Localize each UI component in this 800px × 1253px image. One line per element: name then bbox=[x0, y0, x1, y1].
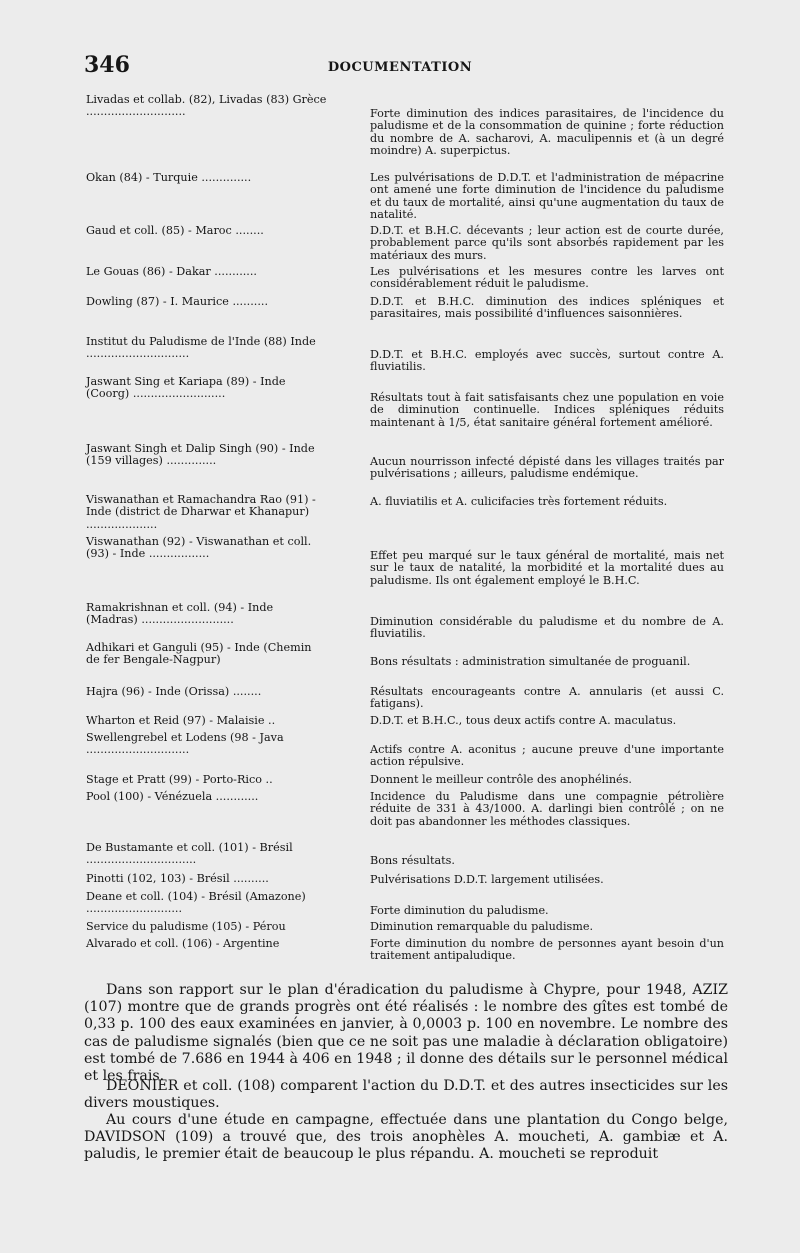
table-cell-study: De Bustamante et coll. (101) - Brésil ............................... bbox=[86, 841, 293, 867]
table-cell-result: D.D.T. et B.H.C. décevants ; leur action est de courte durée, probablement parce qu'ils sont absorbés rapidement par les matériaux des murs. bbox=[370, 224, 724, 262]
table-cell-study: Service du paludisme (105) - Pérou bbox=[86, 920, 286, 933]
table-cell-study: Pool (100) - Vénézuela ............ bbox=[86, 790, 259, 803]
table-cell-study: Alvarado et coll. (106) - Argentine bbox=[86, 937, 280, 950]
table-cell-result: D.D.T. et B.H.C., tous deux actifs contre A. maculatus. bbox=[370, 714, 677, 727]
body-paragraph: DEONIER et coll. (108) comparent l'action du D.D.T. et des autres insecticides sur les divers moustiques. bbox=[84, 1078, 728, 1112]
table-cell-study: Institut du Paludisme de l'Inde (88) Inde ............................. bbox=[86, 335, 316, 361]
table-cell-study: Livadas et collab. (82), Livadas (83) Grèce ............................ bbox=[86, 93, 327, 119]
table-cell-study: Swellengrebel et Lodens (98 - Java ............................. bbox=[86, 731, 284, 757]
table-cell-result: D.D.T. et B.H.C. employés avec succès, surtout contre A. fluviatilis. bbox=[370, 348, 724, 374]
table-cell-study: Pinotti (102, 103) - Brésil .......... bbox=[86, 872, 269, 885]
table-cell-result: Bons résultats. bbox=[370, 854, 455, 867]
table-cell-study: Okan (84) - Turquie .............. bbox=[86, 171, 252, 184]
table-cell-result: A. fluviatilis et A. culicifacies très fortement réduits. bbox=[370, 495, 668, 508]
table-cell-result: Pulvérisations D.D.T. largement utilisées. bbox=[370, 873, 604, 886]
page-number: 346 bbox=[84, 52, 130, 78]
table-cell-study: Stage et Pratt (99) - Porto-Rico .. bbox=[86, 773, 273, 786]
table-cell-study: Viswanathan et Ramachandra Rao (91) - Inde (district de Dharwar et Khanapur) .................... bbox=[86, 493, 316, 531]
table-cell-study: Ramakrishnan et coll. (94) - Inde (Madras) .......................... bbox=[86, 601, 274, 627]
table-cell-result: Résultats tout à fait satisfaisants chez une population en voie de diminution continuelle. Indices spléniques réduits maintenant à 1/5, état sanitaire général fortement amélioré. bbox=[370, 391, 724, 429]
running-title: DOCUMENTATION bbox=[327, 60, 473, 75]
table-cell-study: Jaswant Singh et Dalip Singh (90) - Inde (159 villages) .............. bbox=[86, 442, 315, 468]
table-cell-result: Les pulvérisations de D.D.T. et l'administration de mépacrine ont amené une forte diminution de l'incidence du paludisme et du taux de mortalité, ainsi qu'une augmentation du taux de natalité. bbox=[370, 171, 724, 222]
table-cell-study: Hajra (96) - Inde (Orissa) ........ bbox=[86, 685, 262, 698]
table-cell-study: Deane et coll. (104) - Brésil (Amazone) ........................... bbox=[86, 890, 306, 916]
table-cell-study: Le Gouas (86) - Dakar ............ bbox=[86, 265, 257, 278]
table-cell-study: Dowling (87) - I. Maurice .......... bbox=[86, 295, 269, 308]
table-cell-study: Wharton et Reid (97) - Malaisie .. bbox=[86, 714, 276, 727]
table-cell-result: Forte diminution des indices parasitaires, de l'incidence du paludisme et de la consommation de quinine ; forte réduction du nombre de A. sacharovi, A. maculipennis et (à un degré moindre) A. superpictus. bbox=[370, 107, 724, 158]
table-cell-study: Viswanathan (92) - Viswanathan et coll. (93) - Inde ................. bbox=[86, 535, 312, 561]
table-cell-result: Les pulvérisations et les mesures contre les larves ont considérablement réduit le paludisme. bbox=[370, 265, 724, 291]
table-cell-result: Actifs contre A. aconitus ; aucune preuve d'une importante action répulsive. bbox=[370, 743, 724, 769]
table-cell-result: Effet peu marqué sur le taux général de mortalité, mais net sur le taux de natalité, la morbidité et la mortalité dues au paludisme. Ils ont également employé le B.H.C. bbox=[370, 549, 724, 587]
table-cell-result: Donnent le meilleur contrôle des anophélinés. bbox=[370, 773, 632, 786]
table-cell-result: Diminution remarquable du paludisme. bbox=[370, 920, 594, 933]
table-cell-study: Adhikari et Ganguli (95) - Inde (Chemin de fer Bengale-Nagpur) bbox=[86, 641, 312, 667]
body-paragraph: Au cours d'une étude en campagne, effectuée dans une plantation du Congo belge, DAVIDSON (109) a trouvé que, des trois anophèles A. moucheti, A. gambiæ et A. paludis, le premier était de beaucoup le plus répandu. A. moucheti se reproduit bbox=[84, 1112, 728, 1163]
body-paragraph: Dans son rapport sur le plan d'éradication du paludisme à Chypre, pour 1948, AZIZ (107) montre que de grands progrès ont été réalisés : le nombre des gîtes est tombé de 0,33 p. 100 des eaux examinées en janvier, à 0,0003 p. 100 en novembre. Le nombre des cas de paludisme signalés (bien que ce ne soit pas une maladie à déclaration obligatoire) est tombé de 7.686 en 1944 à 406 en 1948 ; il donne des détails sur le personnel médical et les frais. bbox=[84, 982, 728, 1085]
table-cell-study: Jaswant Sing et Kariapa (89) - Inde (Coorg) .......................... bbox=[86, 375, 286, 401]
table-cell-result: D.D.T. et B.H.C. diminution des indices spléniques et parasitaires, mais possibilité d'influences saisonnières. bbox=[370, 295, 724, 321]
table-cell-result: Aucun nourrisson infecté dépisté dans les villages traités par pulvérisations ; ailleurs, paludisme endémique. bbox=[370, 455, 724, 481]
table-cell-result: Bons résultats : administration simultanée de proguanil. bbox=[370, 655, 691, 668]
table-cell-result: Incidence du Paludisme dans une compagnie pétrolière réduite de 331 à 43/1000. A. darlingi bien contrôlé ; on ne doit pas abandonner les méthodes classiques. bbox=[370, 790, 724, 828]
table-cell-result: Résultats encourageants contre A. annularis (et aussi C. fatigans). bbox=[370, 685, 724, 711]
table-cell-study: Gaud et coll. (85) - Maroc ........ bbox=[86, 224, 264, 237]
table-cell-result: Forte diminution du paludisme. bbox=[370, 904, 549, 917]
table-cell-result: Diminution considérable du paludisme et du nombre de A. fluviatilis. bbox=[370, 615, 724, 641]
table-cell-result: Forte diminution du nombre de personnes ayant besoin d'un traitement antipaludique. bbox=[370, 937, 724, 963]
